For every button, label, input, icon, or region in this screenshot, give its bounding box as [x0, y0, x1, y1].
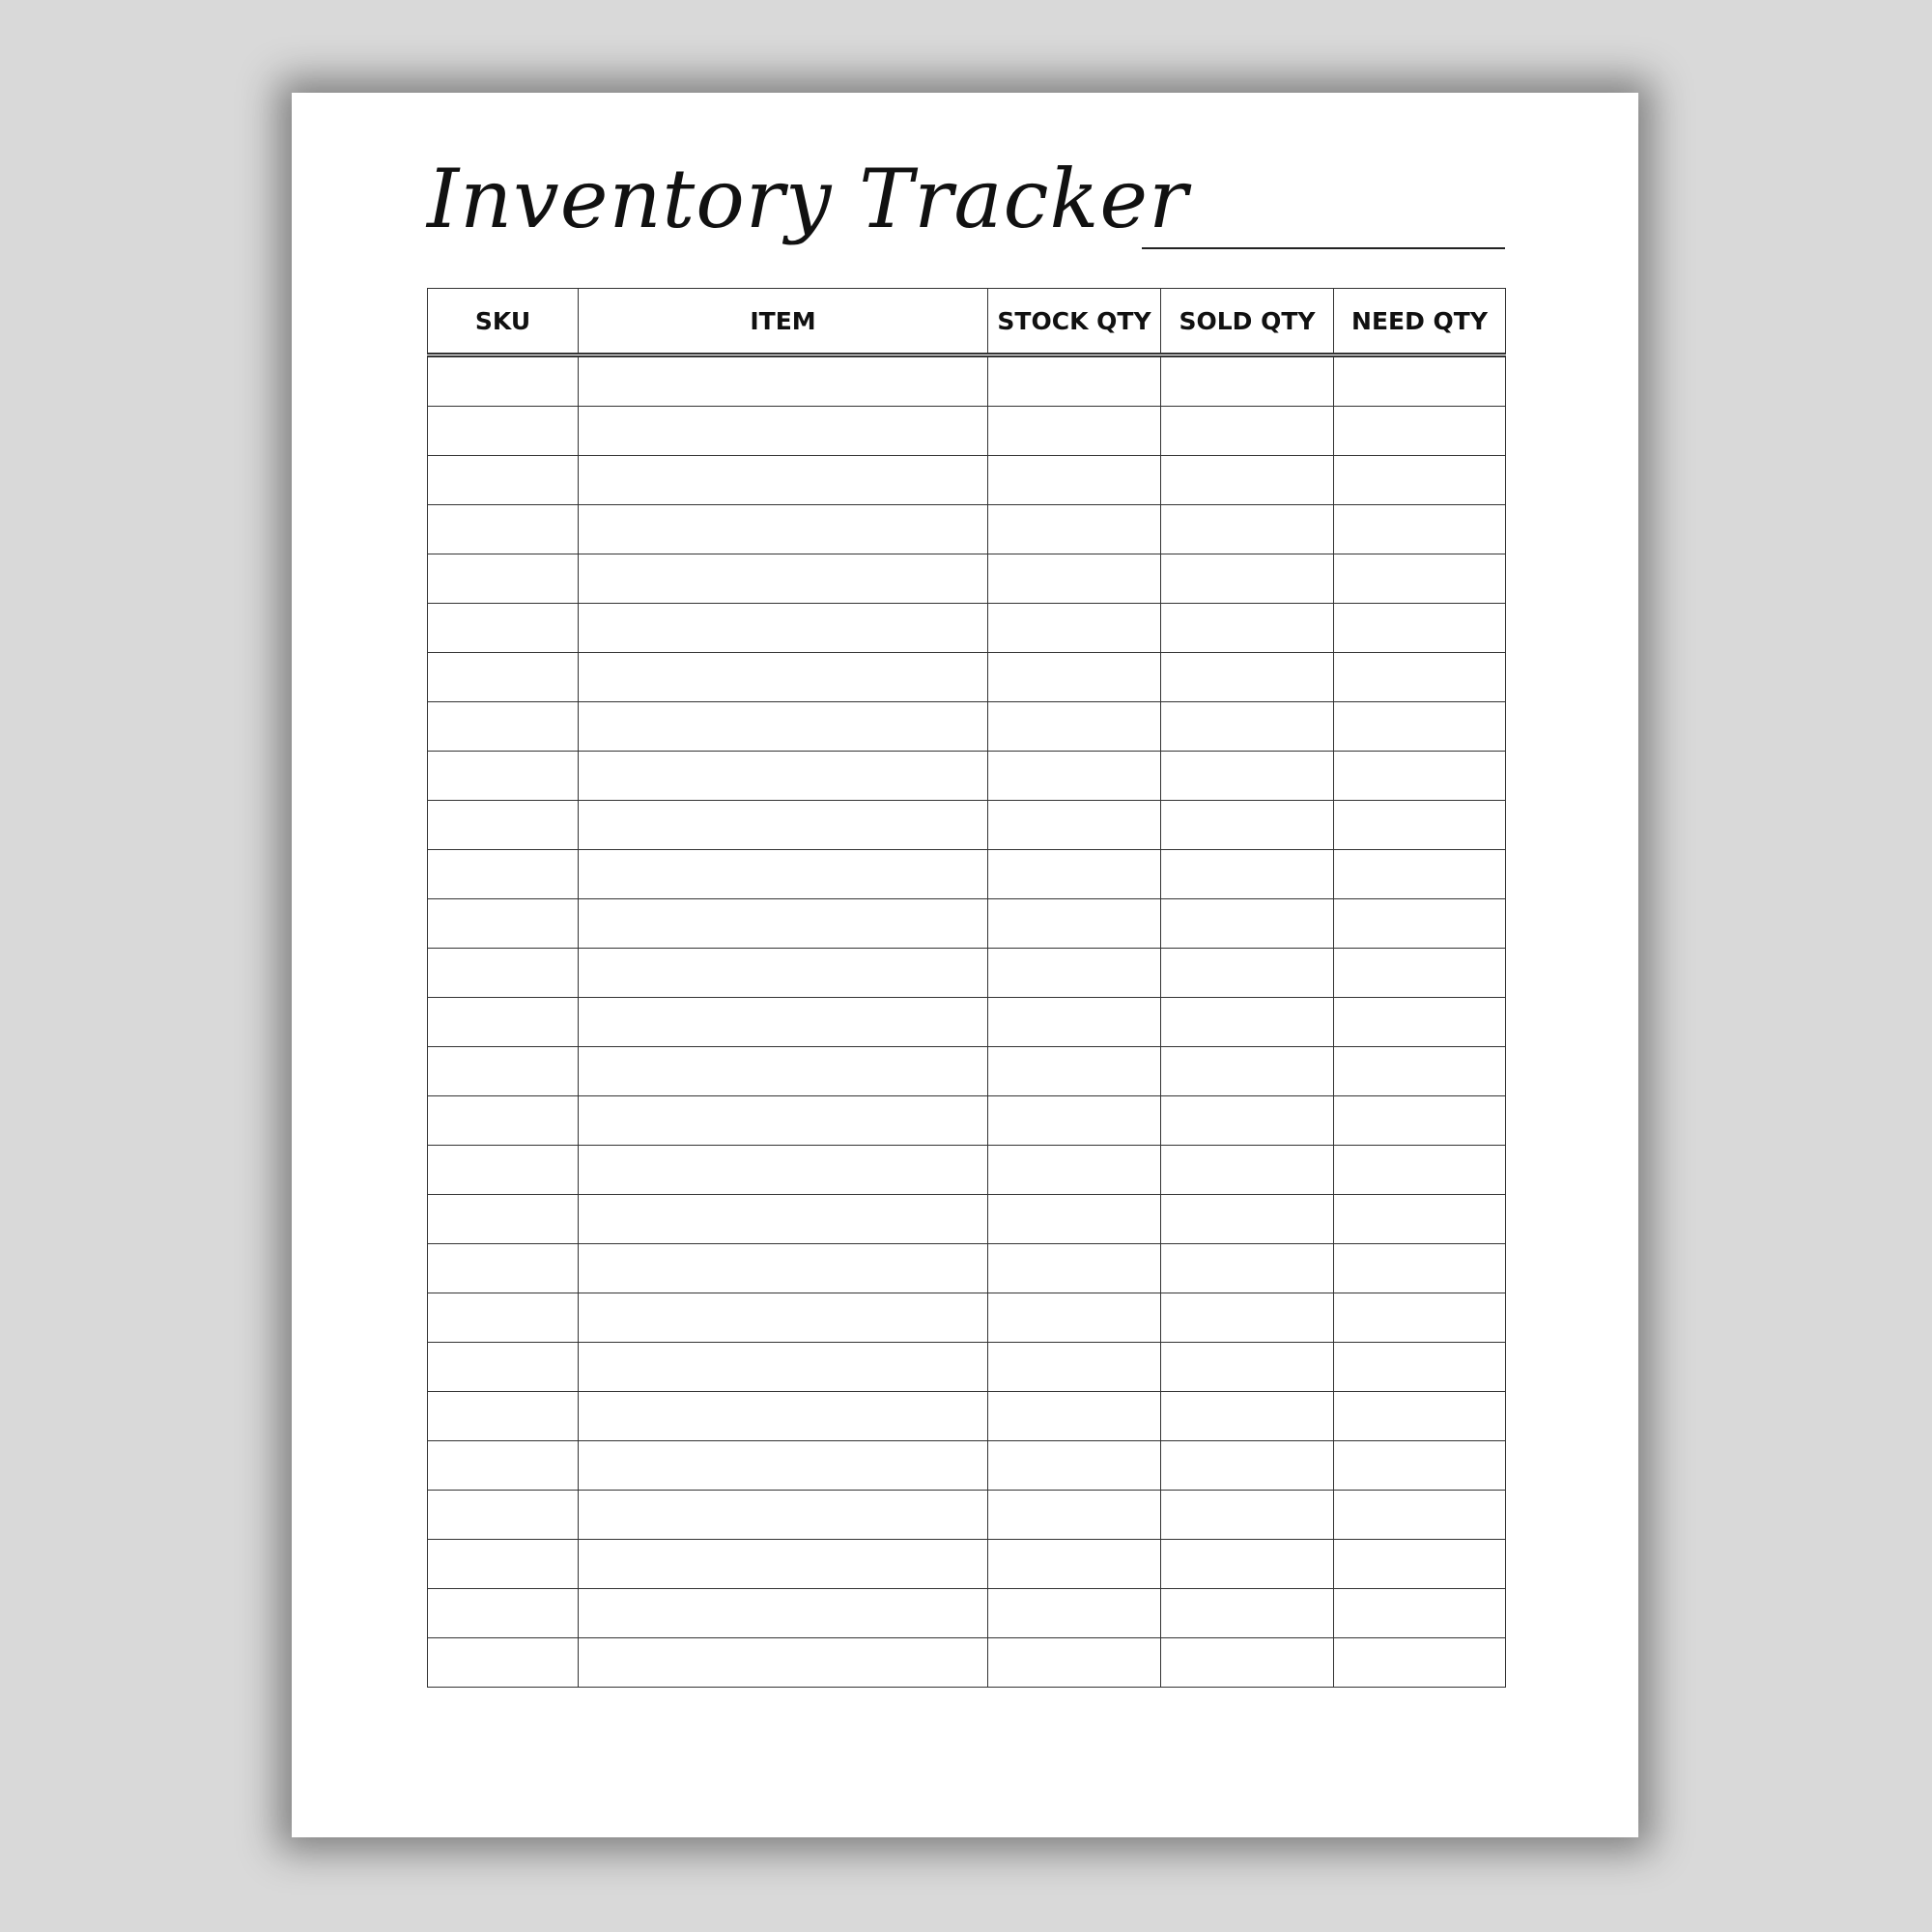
item-cell: [579, 1195, 988, 1244]
stock-qty-cell: [988, 1293, 1161, 1343]
item-cell: [579, 949, 988, 998]
stock-qty-cell: [988, 604, 1161, 653]
column-header-item: ITEM: [579, 289, 988, 355]
sku-cell: [428, 1540, 579, 1589]
sold-qty-cell: [1161, 752, 1334, 801]
stock-qty-cell: [988, 1589, 1161, 1638]
column-header-sku: SKU: [428, 289, 579, 355]
sku-cell: [428, 1047, 579, 1096]
sku-cell: [428, 801, 579, 850]
column-header-stock-qty: STOCK QTY: [988, 289, 1161, 355]
table-row: [428, 899, 1506, 949]
stock-qty-cell: [988, 850, 1161, 899]
sold-qty-cell: [1161, 1491, 1334, 1540]
table-header-row: [428, 289, 1506, 355]
item-cell: [579, 505, 988, 554]
sold-qty-cell: [1161, 702, 1334, 752]
stock-qty-cell: [988, 1244, 1161, 1293]
item-cell: [579, 653, 988, 702]
item-cell: [579, 456, 988, 505]
sold-qty-cell: [1161, 1146, 1334, 1195]
sold-qty-cell: [1161, 604, 1334, 653]
table-row: [428, 1638, 1506, 1688]
sku-cell: [428, 1244, 579, 1293]
table-row: [428, 604, 1506, 653]
need-qty-cell: [1334, 1392, 1506, 1441]
sku-cell: [428, 752, 579, 801]
sold-qty-cell: [1161, 1441, 1334, 1491]
sku-cell: [428, 998, 579, 1047]
sold-qty-cell: [1161, 1589, 1334, 1638]
item-cell: [579, 1146, 988, 1195]
item-cell: [579, 554, 988, 604]
stock-qty-cell: [988, 653, 1161, 702]
stock-qty-cell: [988, 407, 1161, 456]
sold-qty-cell: [1161, 1638, 1334, 1688]
stock-qty-cell: [988, 456, 1161, 505]
table-row: [428, 355, 1506, 407]
table-row: [428, 653, 1506, 702]
sku-cell: [428, 1343, 579, 1392]
table-row: [428, 1195, 1506, 1244]
item-cell: [579, 604, 988, 653]
sku-cell: [428, 1096, 579, 1146]
page-title: Inventory Tracker: [427, 152, 1189, 246]
stock-qty-cell: [988, 1195, 1161, 1244]
sold-qty-cell: [1161, 1343, 1334, 1392]
need-qty-cell: [1334, 554, 1506, 604]
table-row: [428, 801, 1506, 850]
need-qty-cell: [1334, 998, 1506, 1047]
table-row: [428, 1540, 1506, 1589]
need-qty-cell: [1334, 1293, 1506, 1343]
sold-qty-cell: [1161, 1540, 1334, 1589]
stock-qty-cell: [988, 998, 1161, 1047]
table-row: [428, 1392, 1506, 1441]
item-cell: [579, 1540, 988, 1589]
sold-qty-cell: [1161, 899, 1334, 949]
item-cell: [579, 702, 988, 752]
sku-cell: [428, 505, 579, 554]
sold-qty-cell: [1161, 1244, 1334, 1293]
need-qty-cell: [1334, 752, 1506, 801]
stock-qty-cell: [988, 1540, 1161, 1589]
sku-cell: [428, 702, 579, 752]
table-row: [428, 1441, 1506, 1491]
item-cell: [579, 998, 988, 1047]
need-qty-cell: [1334, 653, 1506, 702]
need-qty-cell: [1334, 1343, 1506, 1392]
stock-qty-cell: [988, 1441, 1161, 1491]
need-qty-cell: [1334, 456, 1506, 505]
need-qty-cell: [1334, 1096, 1506, 1146]
sold-qty-cell: [1161, 653, 1334, 702]
table-row: [428, 1244, 1506, 1293]
sku-cell: [428, 949, 579, 998]
stock-qty-cell: [988, 949, 1161, 998]
stock-qty-cell: [988, 702, 1161, 752]
stock-qty-cell: [988, 1047, 1161, 1096]
need-qty-cell: [1334, 801, 1506, 850]
sku-cell: [428, 1195, 579, 1244]
sku-cell: [428, 850, 579, 899]
item-cell: [579, 1343, 988, 1392]
column-header-need-qty: NEED QTY: [1334, 289, 1506, 355]
need-qty-cell: [1334, 505, 1506, 554]
need-qty-cell: [1334, 1195, 1506, 1244]
stock-qty-cell: [988, 355, 1161, 407]
sku-cell: [428, 1293, 579, 1343]
item-cell: [579, 1096, 988, 1146]
table-row: [428, 998, 1506, 1047]
item-cell: [579, 899, 988, 949]
sold-qty-cell: [1161, 949, 1334, 998]
sold-qty-cell: [1161, 1047, 1334, 1096]
inventory-table: [427, 288, 1506, 1688]
sku-cell: [428, 1441, 579, 1491]
need-qty-cell: [1334, 702, 1506, 752]
sku-cell: [428, 1146, 579, 1195]
sku-cell: [428, 653, 579, 702]
need-qty-cell: [1334, 1491, 1506, 1540]
need-qty-cell: [1334, 1540, 1506, 1589]
item-cell: [579, 1047, 988, 1096]
stock-qty-cell: [988, 1343, 1161, 1392]
stock-qty-cell: [988, 1638, 1161, 1688]
sku-cell: [428, 407, 579, 456]
table-row: [428, 850, 1506, 899]
need-qty-cell: [1334, 899, 1506, 949]
stock-qty-cell: [988, 1491, 1161, 1540]
stock-qty-cell: [988, 801, 1161, 850]
item-cell: [579, 850, 988, 899]
table-row: [428, 1146, 1506, 1195]
inventory-sheet: [292, 93, 1638, 1837]
table-row: [428, 1047, 1506, 1096]
table-row: [428, 949, 1506, 998]
table-row: [428, 1491, 1506, 1540]
sold-qty-cell: [1161, 1096, 1334, 1146]
sold-qty-cell: [1161, 355, 1334, 407]
table-row: [428, 407, 1506, 456]
blank-write-in-line: [1142, 247, 1505, 249]
sku-cell: [428, 1491, 579, 1540]
sku-cell: [428, 1638, 579, 1688]
sku-cell: [428, 554, 579, 604]
stock-qty-cell: [988, 752, 1161, 801]
item-cell: [579, 801, 988, 850]
sold-qty-cell: [1161, 1293, 1334, 1343]
need-qty-cell: [1334, 1638, 1506, 1688]
item-cell: [579, 1589, 988, 1638]
stock-qty-cell: [988, 505, 1161, 554]
need-qty-cell: [1334, 949, 1506, 998]
sku-cell: [428, 604, 579, 653]
item-cell: [579, 355, 988, 407]
sold-qty-cell: [1161, 1392, 1334, 1441]
stock-qty-cell: [988, 1146, 1161, 1195]
table-body: [428, 355, 1506, 1688]
need-qty-cell: [1334, 1047, 1506, 1096]
item-cell: [579, 407, 988, 456]
sku-cell: [428, 1589, 579, 1638]
need-qty-cell: [1334, 355, 1506, 407]
item-cell: [579, 1244, 988, 1293]
table-row: [428, 1343, 1506, 1392]
item-cell: [579, 752, 988, 801]
sold-qty-cell: [1161, 801, 1334, 850]
table-row: [428, 752, 1506, 801]
sold-qty-cell: [1161, 850, 1334, 899]
table-row: [428, 505, 1506, 554]
item-cell: [579, 1638, 988, 1688]
need-qty-cell: [1334, 1589, 1506, 1638]
stock-qty-cell: [988, 1392, 1161, 1441]
need-qty-cell: [1334, 1146, 1506, 1195]
item-cell: [579, 1392, 988, 1441]
need-qty-cell: [1334, 1441, 1506, 1491]
item-cell: [579, 1293, 988, 1343]
table-row: [428, 554, 1506, 604]
need-qty-cell: [1334, 407, 1506, 456]
column-header-sold-qty: SOLD QTY: [1161, 289, 1334, 355]
stock-qty-cell: [988, 899, 1161, 949]
need-qty-cell: [1334, 1244, 1506, 1293]
sold-qty-cell: [1161, 456, 1334, 505]
sku-cell: [428, 355, 579, 407]
table-row: [428, 1293, 1506, 1343]
table-row: [428, 1589, 1506, 1638]
stock-qty-cell: [988, 554, 1161, 604]
item-cell: [579, 1491, 988, 1540]
table-row: [428, 702, 1506, 752]
sold-qty-cell: [1161, 1195, 1334, 1244]
sku-cell: [428, 1392, 579, 1441]
sku-cell: [428, 456, 579, 505]
sold-qty-cell: [1161, 407, 1334, 456]
sold-qty-cell: [1161, 998, 1334, 1047]
table-row: [428, 456, 1506, 505]
item-cell: [579, 1441, 988, 1491]
sold-qty-cell: [1161, 505, 1334, 554]
need-qty-cell: [1334, 850, 1506, 899]
sku-cell: [428, 899, 579, 949]
stock-qty-cell: [988, 1096, 1161, 1146]
sold-qty-cell: [1161, 554, 1334, 604]
table-row: [428, 1096, 1506, 1146]
need-qty-cell: [1334, 604, 1506, 653]
